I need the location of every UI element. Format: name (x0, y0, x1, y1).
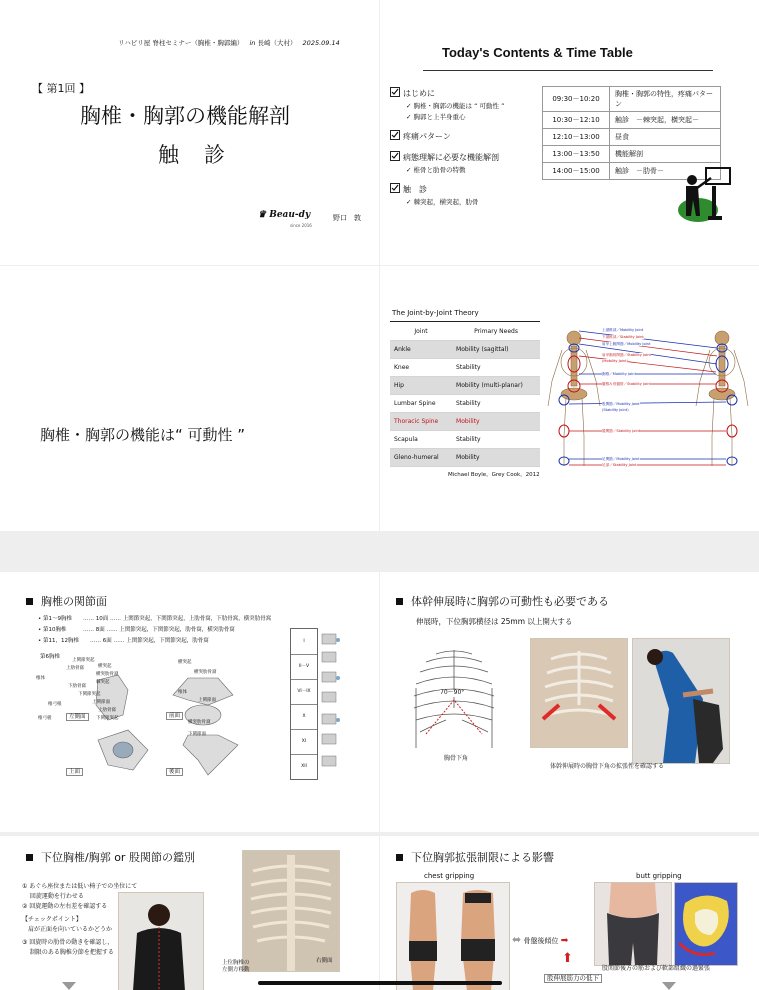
extension-title (396, 596, 609, 609)
contents-item-label: 触 診 (403, 185, 427, 194)
label-upper-line2: 左側方移動 (222, 967, 250, 973)
differential-title-text: 下位胸椎/胸郭 or 股関節の鑑別 (41, 851, 195, 864)
contents-subitem (406, 197, 550, 206)
checkbox-checked-icon (390, 183, 400, 193)
anatomy-label: 椎体 (36, 676, 45, 681)
slide-differential (0, 836, 379, 990)
contents-item-label: はじめに (403, 89, 435, 98)
spine-level-label: VI－IX (297, 688, 311, 694)
slide-jbj (380, 266, 759, 531)
timetable-time: 14:00－15:00 (543, 163, 610, 180)
skeleton-label: 肩甲上腕関節／Mobility Joint (602, 342, 651, 346)
spine-divider (291, 679, 317, 680)
double-arrow-icon: ⬌ (512, 933, 522, 946)
extension-title-text: 体幹伸展時に胸郭の可動性も必要である (411, 595, 609, 608)
timetable-time: 09:30－10:20 (543, 87, 610, 112)
contents-item (390, 182, 550, 195)
skeleton-label: (Stability Joint) (602, 408, 629, 412)
anatomy-label: 棘突起 (96, 680, 110, 685)
joint-needs: Stability (452, 395, 540, 413)
joint-row (390, 341, 540, 359)
timetable-row (543, 146, 721, 163)
check-mark-icon: ✓ (406, 166, 414, 174)
bullet-square-icon (396, 598, 403, 605)
label-upper-line1: 上位胸椎の (222, 960, 250, 966)
step-line: 肩が正面を向いているかどうか (22, 926, 113, 933)
header-date: 2025.09.14 (302, 39, 340, 47)
skeleton-label: 肩甲胸郭関節／Stability Joint (602, 353, 651, 357)
joint-needs: Mobility (multi-planar) (452, 377, 540, 395)
contents-item (390, 86, 550, 99)
anatomy-label: 椎体 (178, 690, 187, 695)
anatomy-label: 上肋骨窩 (66, 666, 84, 671)
skeleton-label: (Mobility Joint) (602, 359, 629, 363)
pelvis-illustration (674, 882, 738, 966)
joint-needs: Stability (452, 359, 540, 377)
col-needs-header: Primary Needs (452, 323, 540, 341)
skeleton-label: 足部／Stability Joint (602, 463, 637, 467)
timetable-time: 10:30－12:10 (543, 112, 610, 129)
title-underline (423, 70, 713, 71)
diagram-title: 第6胸椎 (40, 654, 60, 660)
slide-extension (380, 572, 759, 832)
joint-row (390, 449, 540, 467)
butt-gripping-label: butt gripping (636, 872, 682, 880)
chest-gripping-photo (396, 882, 510, 990)
step-line: 制限のある胸椎分節を把握する (22, 949, 114, 956)
spine-level-label: II－V (298, 663, 310, 669)
down-arrow-icon (62, 982, 76, 990)
anatomy-label: 横突起 (98, 664, 112, 669)
joint-needs: Mobility (sagittal) (452, 341, 540, 359)
spine-level-label: XI (301, 738, 307, 744)
anatomy-label: 横突肋骨窩 (194, 670, 217, 675)
session-label: 【 第1回 】 (32, 82, 90, 95)
step-line: 【チェックポイント】 (22, 916, 82, 923)
skeleton-label: 膝関節／Stability Joint (602, 429, 641, 433)
spine-column (290, 628, 318, 780)
facet-bullet-text: 第1～9胸椎 …… 10面 …… 上関節突起，下関節突起，上肋骨窩，下肋骨窩，横突肋骨窩 (43, 616, 272, 622)
timetable-row (543, 112, 721, 129)
facet-bullet-text: 第10胸椎 …… 8面 …… 上関節突起，下関節突起，肋骨窩，横突肋骨窩 (43, 627, 235, 633)
seminar-header (118, 40, 340, 47)
contents-subitem-label: 棘突起，横突起，肋骨 (413, 198, 479, 206)
spine-level-label: X (302, 713, 306, 719)
angle-label: 70～90° (440, 689, 465, 696)
contents-subitem (406, 101, 550, 110)
joint-name: Lumbar Spine (390, 395, 452, 413)
extension-subtitle: 伸展時，下位胸郭横径は 25mm 以上開大する (416, 617, 573, 626)
skeleton-label: 足関節／Mobility Joint (602, 457, 640, 461)
facet-bullet-text: 第11，12胸椎 …… 6面 …… 上関節突起，下関節突起，肋骨窩 (43, 638, 209, 644)
joint-name: Gleno-humeral (390, 449, 452, 467)
anatomy-label: 上関節突起 (72, 658, 95, 663)
anatomy-label: 下関節面 (188, 732, 206, 737)
joint-name: Hip (390, 377, 452, 395)
presenter-icon (678, 166, 734, 222)
joint-row (390, 377, 540, 395)
timetable-content: 胸椎・胸郭の特性，疼痛パターン (610, 87, 721, 112)
anatomy-label: 椎弓根 (48, 702, 62, 707)
mobility-title: 胸椎・胸郭の機能は“ 可動性 ” (40, 426, 246, 444)
header-text: リハビリ屋 脊柱セミナー（胸椎・胸郭編） (118, 39, 244, 47)
anatomy-label: 下関節突起 (78, 692, 101, 697)
up-arrow-icon: ⬆ (562, 951, 573, 966)
timetable-content: 触診 －棘突起，横突起－ (610, 112, 721, 129)
differential-title (26, 852, 195, 865)
facets-title-text: 胸椎の関節面 (41, 595, 107, 608)
joint-row (390, 431, 540, 449)
timetable-content: 機能解剖 (610, 146, 721, 163)
contents-item (390, 150, 550, 163)
timetable-time: 12:10－13:00 (543, 129, 610, 146)
anatomy-label: 上関節面 (198, 698, 216, 703)
label-right-side: 右側面 (316, 958, 333, 964)
col-joint-header: Joint (390, 323, 452, 341)
spine-divider (291, 729, 317, 730)
joint-row (390, 413, 540, 431)
joint-row (390, 395, 540, 413)
contents-subitem (406, 165, 550, 174)
view-top: 上面 (66, 768, 83, 776)
ribcage-drawing (406, 648, 502, 756)
contents-title: Today's Contents & Time Table (442, 45, 633, 60)
anatomy-label: 椎弓板 (38, 716, 52, 721)
contents-item-label: 病態理解に必要な機能解剖 (403, 153, 499, 162)
anatomy-label: 下関節突起 (96, 716, 119, 721)
bullet-dot-icon: • (38, 638, 43, 644)
contents-subitem-label: 胸郭と上半身重心 (413, 113, 466, 121)
timetable-row (543, 87, 721, 112)
trunk-extension-photo (632, 638, 730, 764)
joint-needs: Stability (452, 431, 540, 449)
contents-subitem-label: 胸椎・胸郭の機能は “ 可動性 ” (413, 102, 505, 110)
timetable-row (543, 129, 721, 146)
bullet-square-icon (26, 854, 33, 861)
pelvis-label: 骨盤後傾位 (523, 937, 559, 945)
contents-item (390, 129, 550, 142)
anatomy-label: 下肋骨窩 (68, 684, 86, 689)
joint-name: Knee (390, 359, 452, 377)
joint-needs: Mobility (452, 413, 540, 431)
skeleton-label: 下頸椎部／Stability Joint (602, 335, 644, 339)
view-front: 前面 (166, 712, 183, 720)
citation: Michael Boyle，Grey Cook，2012 (448, 472, 540, 478)
logo-sub: since 2016 (290, 223, 312, 228)
check-mark-icon: ✓ (406, 198, 414, 206)
anatomy-label: 上関節面 (92, 700, 110, 705)
bullet-dot-icon: • (38, 616, 43, 622)
checkbox-checked-icon (390, 130, 400, 140)
expansion-title-text: 下位胸郭拡張制限による影響 (411, 851, 554, 864)
step-line: ② 回旋運動の左右差を確認する (22, 903, 108, 910)
step-line: 回旋運動を行わせる (22, 893, 84, 900)
timetable-content: 触診 －肋骨－ (610, 163, 721, 180)
ribcage-photo (530, 638, 628, 748)
crown-icon: ♛ (258, 210, 267, 220)
bottom-label: 股伸展筋力の低下 (544, 974, 602, 983)
joint-name: Ankle (390, 341, 452, 359)
spine-side-diagram (318, 628, 344, 778)
butt-gripping-photo (594, 882, 672, 966)
mid-arrow-label (512, 934, 568, 947)
spine-level-label: XII (301, 763, 307, 769)
logo-text: Beau-dy (269, 210, 311, 220)
step-line: ③ 回旋時の肋骨の動きを確認し， (22, 939, 114, 946)
spine-back-photo (242, 850, 340, 972)
scroll-indicator[interactable] (258, 981, 502, 985)
slide-facets (0, 572, 379, 832)
jbj-topline (390, 321, 540, 322)
view-back: 後面 (166, 768, 183, 776)
spine-level-label: I (303, 638, 305, 644)
jbj-table (390, 323, 540, 467)
header-place: 長崎（大村） (257, 39, 297, 47)
expansion-title (396, 852, 554, 865)
joint-needs: Mobility (452, 449, 540, 467)
contents-item-label: 疼痛パターン (403, 132, 451, 141)
spine-divider (291, 654, 317, 655)
skeleton-label: 腰椎＆骨盤帯／Stability Joint (602, 382, 651, 386)
rotation-photo (118, 892, 204, 990)
skeleton-label: 胸椎／Mobility Joint (602, 372, 636, 376)
check-mark-icon: ✓ (406, 102, 414, 110)
author: 野口 敦 (333, 214, 361, 222)
spine-chart (290, 628, 346, 778)
contents-subitem (406, 112, 550, 121)
checkbox-checked-icon (390, 151, 400, 161)
slide-contents (380, 0, 759, 265)
contents-list (390, 86, 550, 206)
chest-gripping-label: chest gripping (424, 872, 475, 880)
spine-divider (291, 704, 317, 705)
bullet-square-icon (396, 854, 403, 861)
main-title: 胸椎・胸郭の機能解剖 (80, 104, 290, 128)
skeleton-label: 上頸椎部／Mobility Joint (602, 328, 644, 332)
joint-name: Scapula (390, 431, 452, 449)
step-line: ① あぐら座位または低い椅子での坐位にて (22, 883, 138, 890)
anatomy-label: 横突肋骨窩 (96, 672, 119, 677)
right-caption: 股関節後方の筋および軟部組織の過緊張 (602, 965, 711, 972)
view-left-side: 左側面 (66, 713, 89, 721)
timetable-content: 昼食 (610, 129, 721, 146)
bullet-dot-icon: • (38, 627, 43, 633)
slide-expansion (380, 836, 759, 990)
caption-right: 体幹伸展時の胸骨下角の拡張性を確認する (550, 763, 665, 770)
down-arrow-icon (662, 982, 676, 990)
sub-title: 触 診 (158, 143, 227, 167)
slide-mobility (0, 266, 379, 531)
jbj-title: The Joint-by-Joint Theory (392, 309, 479, 317)
right-arrow-icon: ➡ (560, 936, 569, 946)
anatomy-label: 横突肋骨窩 (188, 720, 211, 725)
skeleton-figure (544, 326, 754, 476)
spine-divider (291, 754, 317, 755)
contents-subitem-label: 椎骨と肋骨の特徴 (413, 166, 466, 174)
anatomy-label: 横突起 (178, 660, 192, 665)
skeleton-label: 股関節／Mobility Joint (602, 402, 640, 406)
anatomy-label: 上肋骨窩 (98, 708, 116, 713)
checkbox-checked-icon (390, 87, 400, 97)
skeleton-labels (602, 326, 702, 476)
jbj-body (390, 341, 540, 467)
check-mark-icon: ✓ (406, 113, 414, 121)
joint-row (390, 359, 540, 377)
slide-title (0, 0, 379, 265)
label-upper (222, 960, 250, 974)
joint-name: Thoracic Spine (390, 413, 452, 431)
timetable-time: 13:00－13:50 (543, 146, 610, 163)
caption-left: 胸骨下角 (444, 755, 469, 762)
header-in: in (249, 39, 256, 47)
logo (258, 210, 310, 220)
